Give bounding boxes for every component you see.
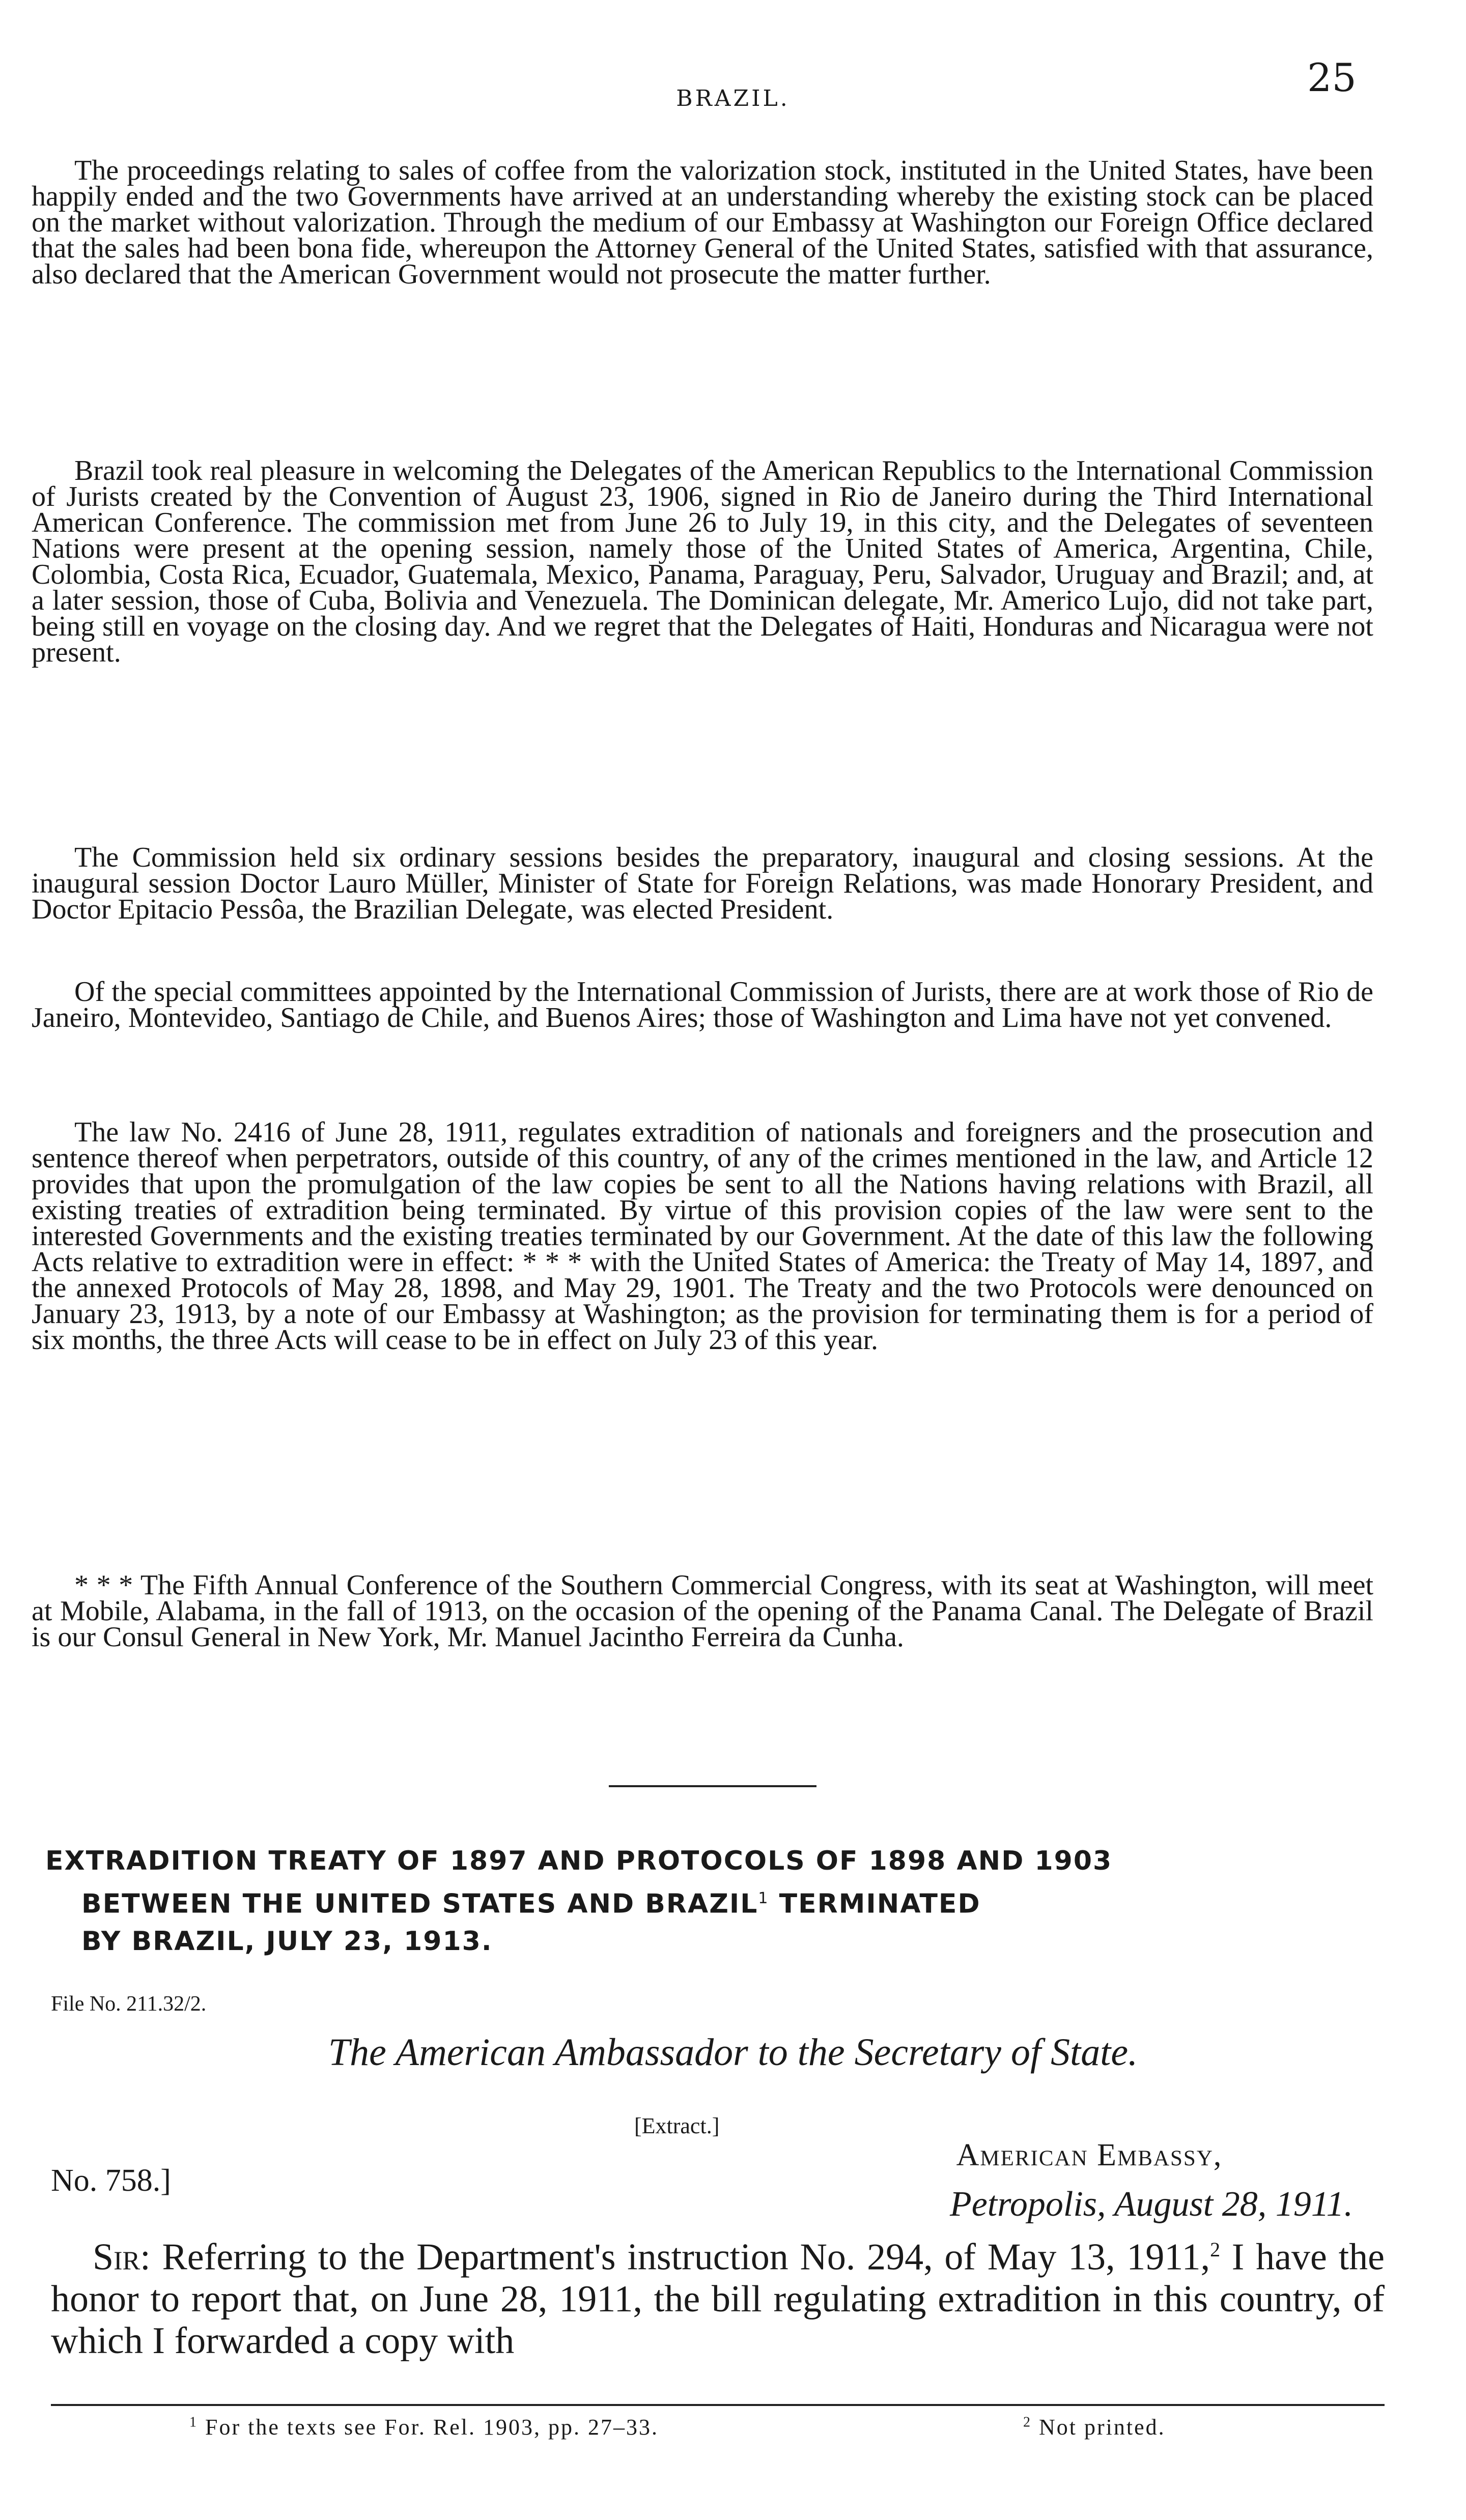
heading-footnote-mark: 1 xyxy=(758,1889,769,1907)
footnote-1 xyxy=(189,2414,659,2440)
letter-text-part-2: I have the honor to report that, on June 28, 1911, the bill regulating extradition in this country, of which I forwarded a copy with xyxy=(51,2236,1385,2362)
paragraph-jurists-commission: Brazil took real pleasure in welcoming the Delegates of the American Republics to the International Commission of Jurists created by the Convention of August 23, 1906, signed in Rio de Janeiro during the Third International American Conference. The commission met from June 26 to July 19, in this city, and the Delegates of seventeen Nations were present at the opening session, namely those of the United States of America, Argentina, Chile, Colombia, Costa Rica, Ecuador, Guatemala, Mexico, Panama, Paraguay, Peru, Salvador, Uruguay and Brazil; and, at a later session, those of Cuba, Bolivia and Venezuela. The Dominican delegate, Mr. Americo Lujo, did not take part, being still en voyage on the closing day. And we regret that the Delegates of Haiti, Honduras and Nicaragua were not present. xyxy=(32,455,1373,668)
footnote-2-text: Not printed. xyxy=(1039,2415,1166,2440)
embassy-name: American Embassy, xyxy=(956,2138,1223,2172)
paragraph-commercial-congress: * * * The Fifth Annual Conference of the Southern Commercial Congress, with its seat at Washington, will meet at Mobile, Alabama, in the fall of 1913, on the occasion of the opening of the Panama Canal. The Delegate of Brazil is our Consul General in New York, Mr. Manuel Jacintho Ferreira da Cunha. xyxy=(32,1569,1373,1653)
paragraph-extradition-law: The law No. 2416 of June 28, 1911, regulates extradition of nationals and foreigners and the prosecution and sentence thereof when perpetrators, outside of this country, of any of the crimes mentioned in the law, and Article 12 provides that upon the promulgation of the law copies be sent to all the Nations having relations with Brazil, all existing treaties of extradition being terminated. By virtue of this provision copies of the law were sent to the interested Governments and the existing treaties terminated by our Government. At the date of this law the following Acts relative to extradition were in effect: * * * with the United States of America: the Treaty of May 14, 1897, and the annexed Protocols of May 28, 1898, and May 29, 1901. The Treaty and the two Protocols were denounced on January 23, 1913, by a note of our Embassy at Washington; as the provision for terminating them is for a period of six months, the three Acts will cease to be in effect on July 23 of this year. xyxy=(32,1116,1373,1356)
paragraph-coffee-valorization: The proceedings relating to sales of coffee from the valorization stock, instituted in the United States, have been happily ended and the two Governments have arrived at an understanding whereby the existing stock can be placed on the market without valorization. Through the medium of our Embassy at Washington our Foreign Office declared that the sales had been bona fide, whereupon the Attorney General of the United States, satisfied with that assurance, also declared that the American Government would not prosecute the matter further. xyxy=(32,155,1373,290)
page-number: 25 xyxy=(1307,55,1357,100)
heading-line-1: EXTRADITION TREATY OF 1897 AND PROTOCOLS OF 1898 AND 1903 xyxy=(45,1846,1113,1876)
letter-text-part-1: Referring to the Department's instruction No. 294, of May 13, 1911, xyxy=(150,2236,1210,2278)
heading-line-3: BY BRAZIL, JULY 23, 1913. xyxy=(81,1926,493,1957)
footnote-divider xyxy=(51,2404,1385,2406)
salutation: Sir: xyxy=(93,2236,151,2278)
letter-footnote-mark: 2 xyxy=(1210,2238,1221,2261)
footnote-1-text: For the texts see For. Rel. 1903, pp. 27–33. xyxy=(205,2415,659,2440)
heading-line-2-end: TERMINATED xyxy=(769,1888,981,1920)
document-title: The American Ambassador to the Secretary of State. xyxy=(328,2031,1138,2074)
document-number: No. 758.] xyxy=(51,2163,171,2198)
footnote-2-mark: 2 xyxy=(1023,2414,1032,2430)
letter-body xyxy=(51,2229,1385,2362)
footnote-2 xyxy=(1023,2414,1166,2440)
section-divider xyxy=(609,1785,816,1787)
place-and-date: Petropolis, August 28, 1911. xyxy=(949,2185,1353,2224)
paragraph-special-committees: Of the special committees appointed by the International Commission of Jurists, there are at work those of Rio de Janeiro, Montevideo, Santiago de Chile, and Buenos Aires; those of Washington and Lima have not yet convened. xyxy=(32,976,1373,1034)
extract-label: [Extract.] xyxy=(634,2113,720,2138)
heading-line-2: BETWEEN THE UNITED STATES AND BRAZIL xyxy=(81,1888,758,1920)
file-number: File No. 211.32/2. xyxy=(51,1992,207,2016)
paragraph-commission-sessions: The Commission held six ordinary sessions besides the preparatory, inaugural and closing sessions. At the inaugural session Doctor Lauro Müller, Minister of State for Foreign Relations, was made Honorary President, and Doctor Epitacio Pessôa, the Brazilian Delegate, was elected President. xyxy=(32,842,1373,925)
running-title: BRAZIL. xyxy=(676,85,790,111)
footnote-1-mark: 1 xyxy=(189,2414,198,2430)
section-heading xyxy=(46,1842,1379,1960)
